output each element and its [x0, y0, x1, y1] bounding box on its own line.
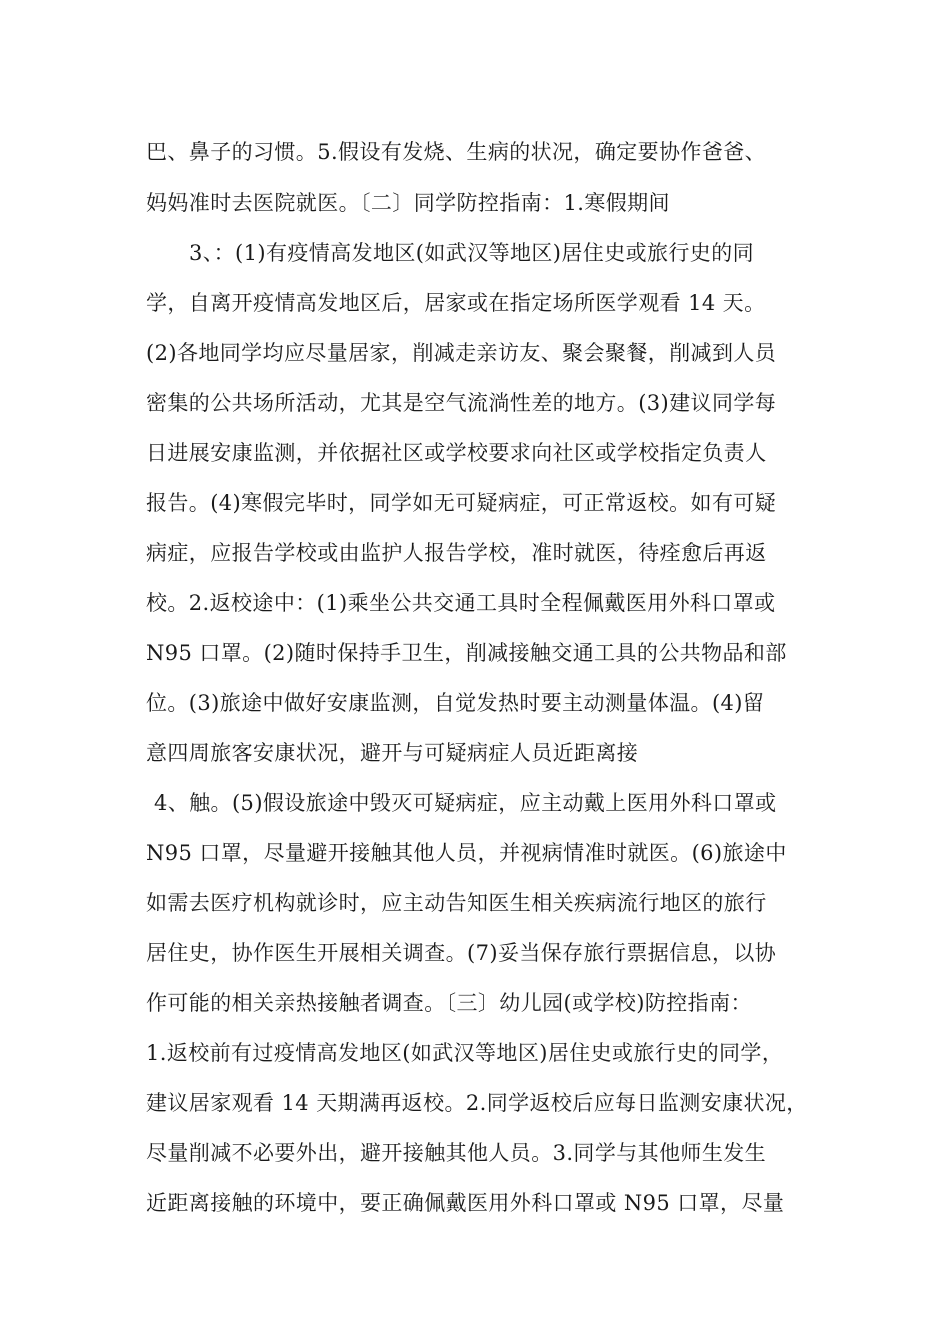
text-line: N95 口罩。(2)随时保持手卫生，削减接触交通工具的公共物品和部: [146, 641, 787, 665]
text-line: 密集的公共场所活动，尤其是空气流淌性差的地方。(3)建议同学每: [146, 391, 777, 415]
text-line: 病症，应报告学校或由监护人报告学校，准时就医，待痊愈后再返: [146, 541, 767, 565]
text-line: 1.返校前有过疫情高发地区(如武汉等地区)居住史或旅行史的同学，: [146, 1041, 784, 1065]
text-line: 报告。(4)寒假完毕时，同学如无可疑病症，可正常返校。如有可疑: [146, 491, 777, 515]
text-line: 日进展安康监测，并依据社区或学校要求向社区或学校指定负责人: [146, 441, 767, 465]
text-line: 妈妈准时去医院就医。〔二〕同学防控指南：1.寒假期间: [146, 191, 670, 215]
text-line: 作可能的相关亲热接触者调查。〔三〕幼儿园(或学校)防控指南：: [146, 991, 752, 1015]
text-line: 尽量削减不必要外出，避开接触其他人员。3.同学与其他师生发生: [146, 1141, 767, 1165]
text-line: 学，自离开疫情高发地区后，居家或在指定场所医学观看 14 天。: [146, 291, 766, 315]
text-line: 校。2.返校途中：(1)乘坐公共交通工具时全程佩戴医用外科口罩或: [146, 591, 776, 615]
text-line: 4、触。(5)假设旅途中毁灭可疑病症，应主动戴上医用外科口罩或: [154, 791, 777, 815]
text-line: 建议居家观看 14 天期满再返校。2.同学返校后应每日监测安康状况，: [146, 1091, 808, 1115]
text-line: 3、：(1)有疫情高发地区(如武汉等地区)居住史或旅行史的同: [189, 241, 754, 265]
text-line: (2)各地同学均应尽量居家，削减走亲访友、聚会聚餐，削减到人员: [146, 341, 777, 365]
text-line: 位。(3)旅途中做好安康监测，自觉发热时要主动测量体温。(4)留: [146, 691, 765, 715]
text-line: 近距离接触的环境中，要正确佩戴医用外科口罩或 N95 口罩，尽量: [146, 1191, 785, 1215]
text-line: 如需去医疗机构就诊时，应主动告知医生相关疾病流行地区的旅行: [146, 891, 767, 915]
text-line: N95 口罩，尽量避开接触其他人员，并视病情准时就医。(6)旅途中: [146, 841, 787, 865]
text-line: 意四周旅客安康状况，避开与可疑病症人员近距离接: [146, 741, 639, 765]
text-line: 巴、鼻子的习惯。5.假设有发烧、生病的状况，确定要协作爸爸、: [146, 140, 767, 164]
text-line: 居住史，协作医生开展相关调查。(7)妥当保存旅行票据信息，以协: [146, 941, 777, 965]
